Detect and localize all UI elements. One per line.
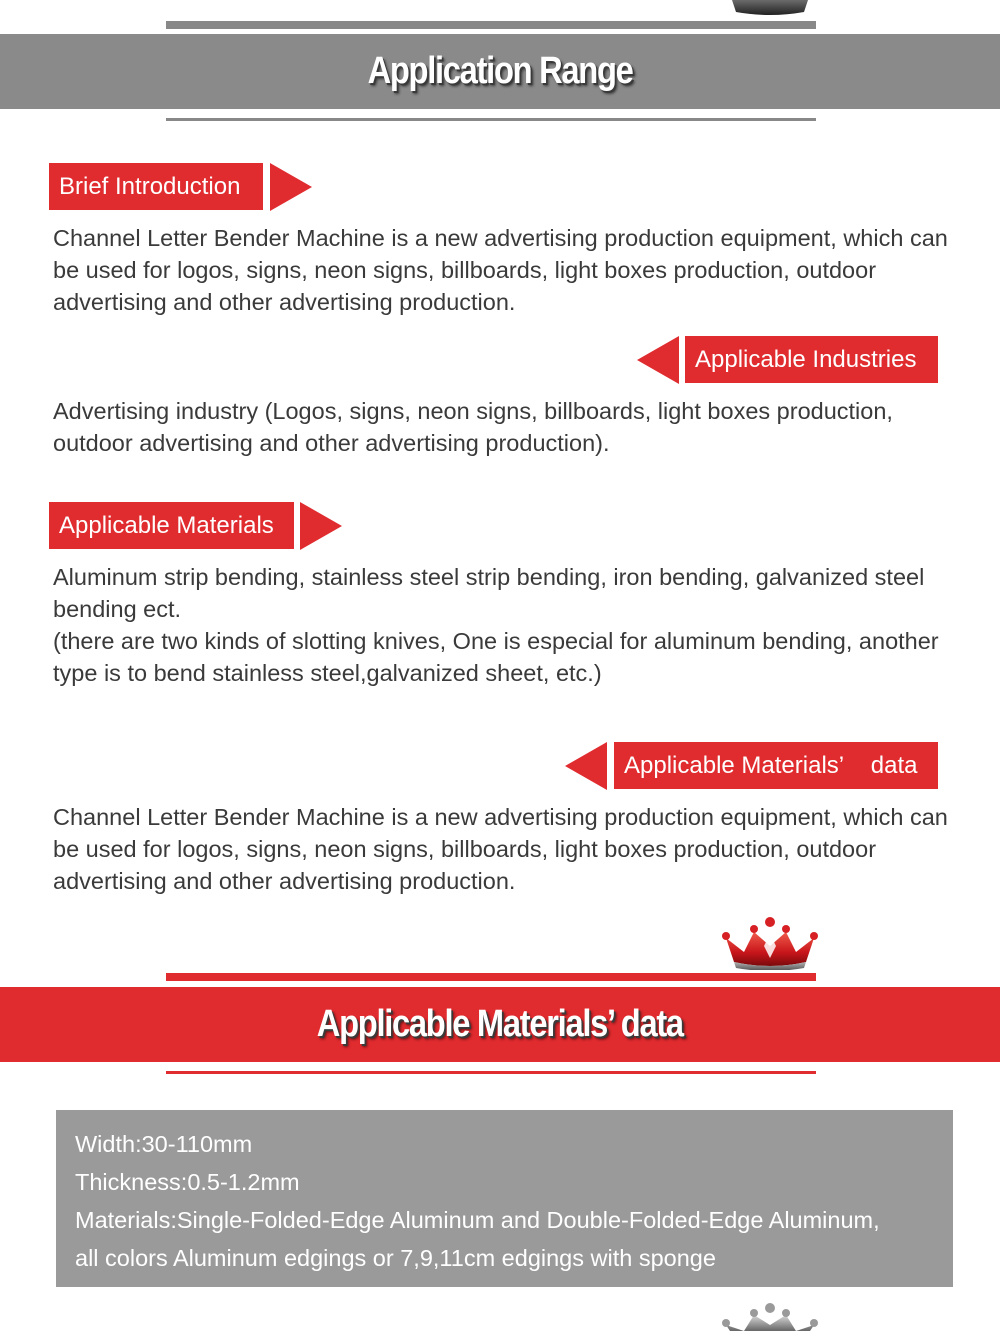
arrow-right-icon [300, 502, 342, 550]
industries-text: Advertising industry (Logos, signs, neon signs, billboards, light boxes production, outdoor advertising and other advertising production). [53, 398, 893, 456]
spec-line: all colors Aluminum edgings or 7,9,11cm edgings with sponge [75, 1245, 716, 1271]
section-title: Application Range [367, 50, 633, 92]
section-banner-application-range [0, 34, 1000, 109]
red-rule [166, 973, 816, 981]
materials-text: Aluminum strip bending, stainless steel strip bending, iron bending, galvanized steel bending ect. (there are two kinds of slotting knives, One is especial for aluminum bending, another type is to bend stainless steel,galvanized sheet, etc.) [53, 564, 939, 686]
banner-underline [166, 118, 816, 121]
crown-icon-dark [728, 0, 812, 16]
top-rule [166, 21, 816, 29]
label-brief-introduction: Brief Introduction [49, 163, 263, 210]
spec-line: Width:30-110mm [75, 1131, 253, 1157]
label-applicable-materials: Applicable Materials [49, 502, 294, 549]
banner-underline [166, 1071, 816, 1074]
arrow-right-icon [270, 163, 312, 211]
section-title: Applicable Materials’ data [316, 1003, 684, 1045]
label-applicable-industries: Applicable Industries [685, 336, 938, 383]
spec-line: Materials:Single-Folded-Edge Aluminum and Double-Folded-Edge Aluminum, [75, 1207, 880, 1233]
arrow-left-icon [637, 336, 679, 384]
crown-icon-silver [720, 1303, 820, 1331]
label-applicable-materials-data: Applicable Materials’ data [614, 742, 938, 789]
materials-data-text: Channel Letter Bender Machine is a new advertising production equipment, which can be used for logos, signs, neon signs, billboards, light boxes production, outdoor advertising and other advertising production. [53, 804, 948, 894]
crown-icon-red [720, 916, 820, 970]
arrow-left-icon [565, 742, 607, 790]
intro-text: Channel Letter Bender Machine is a new advertising production equipment, which can be used for logos, signs, neon signs, billboards, light boxes production, outdoor advertising and other advertising production. [53, 225, 948, 315]
specs-box [56, 1110, 953, 1287]
spec-line: Thickness:0.5-1.2mm [75, 1169, 300, 1195]
section-banner-materials-data [0, 987, 1000, 1062]
